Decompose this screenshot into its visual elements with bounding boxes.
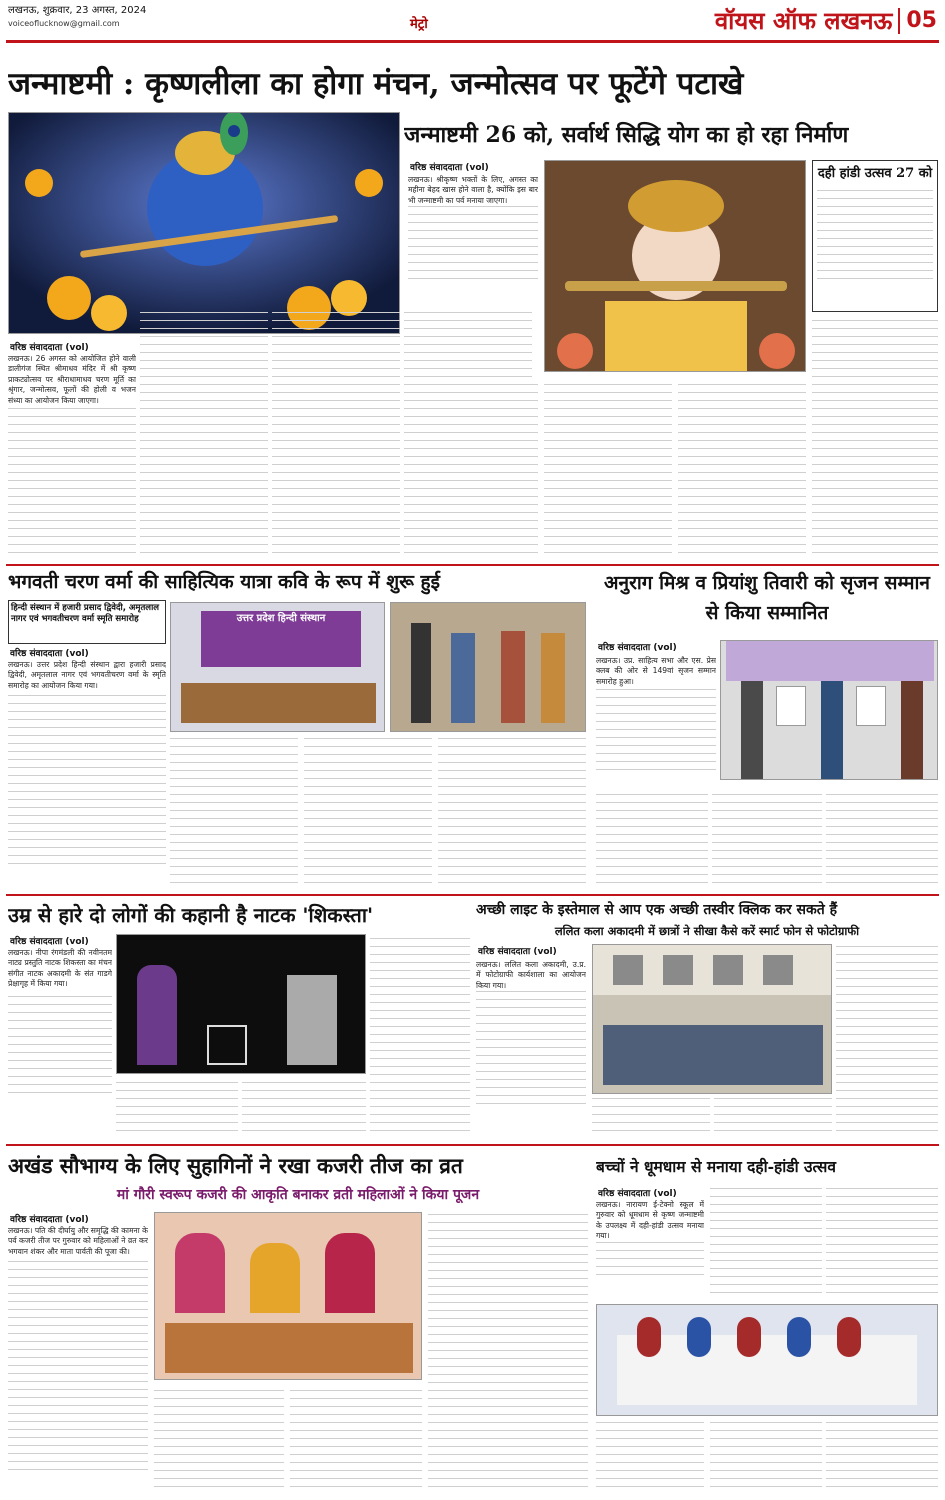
- story1-column-2: [140, 312, 268, 560]
- story1-body-text: [8, 408, 136, 559]
- story3-column-2: [170, 738, 298, 890]
- story6-headline: अच्छी लाइट के इस्तेमाल से आप एक अच्छी तस्वीर क्लिक कर सकते हैं: [476, 902, 838, 918]
- story1-krishna-photo: [8, 112, 400, 334]
- story2-column-1: [408, 175, 538, 305]
- story8-column-4: [596, 1420, 704, 1494]
- story5-lead: लखनऊ। नीपा रंगमंडली की नवीनतम नाट्य प्रस्तुति नाटक शिकस्ता का मंचन संगीत नाटक अकादमी के संत गाडगे प्रेक्षागृह में किया गया।: [8, 948, 112, 989]
- story1-column-3: [272, 312, 400, 560]
- story7-column-4: [290, 1386, 422, 1494]
- story5-column-3: [116, 1080, 238, 1138]
- story5-body-text: [8, 990, 112, 1100]
- story7-lead: लखनऊ। पति की दीर्घायु और समृद्धि की कामना के पर्व कजरी तीज पर गुरुवार को महिलाओं ने व्रत कर भगवान शंकर और माता पार्वती की पूजा की।: [8, 1226, 148, 1256]
- story8-column-2: [710, 1186, 822, 1300]
- masthead-rule: [6, 40, 939, 43]
- page-number: 05: [906, 8, 937, 33]
- story1-headline: जन्माष्टमी : कृष्णलीला का होगा मंचन, जन्मोत्सव पर फूटेंगे पटाखे: [8, 66, 744, 102]
- story4-column-4: [826, 790, 938, 890]
- story8-body-text: [596, 1242, 704, 1282]
- story7-column-3: [154, 1386, 284, 1494]
- story2-headline: जन्माष्टमी 26 को, सर्वार्थ सिद्धि योग का हो रहा निर्माण: [404, 122, 849, 148]
- sidebar-body-text: [817, 186, 933, 286]
- section-rule-2: [6, 894, 939, 896]
- story1-lead: लखनऊ। 26 अगस्त को आयोजित होने वाली डालीगंज स्थित श्रीमाधव मंदिर में श्री कृष्ण प्राकट्योत्सव पर श्रीराधामाधव चरण मूर्ति का श्रृंगार, जन्मोत्सव, फूलों की होली व भजन संध्या का आयोजन किया जाएगा।: [8, 354, 136, 405]
- sansthan-banner: उत्तर प्रदेश हिन्दी संस्थान: [201, 611, 361, 667]
- story2-column-3: [544, 380, 672, 560]
- brand-divider: [898, 8, 900, 34]
- story4-headline: अनुराग मिश्र व प्रियांशु तिवारी को सृजन सम्मान से किया सम्मानित: [604, 572, 930, 624]
- story7-byline: वरिष्ठ संवाददाता (vol): [10, 1215, 89, 1225]
- story8-column-6: [826, 1420, 938, 1494]
- story6-column-4: [714, 1098, 832, 1138]
- section-rule-3: [6, 1144, 939, 1146]
- story2-column-2: [408, 380, 538, 560]
- story3-byline: वरिष्ठ संवाददाता (vol): [10, 649, 89, 659]
- story8-column-5: [710, 1420, 822, 1494]
- section-name: मेट्रो: [410, 17, 428, 32]
- story5-stage-photo: [116, 934, 366, 1074]
- story2-idol-photo: [544, 160, 806, 372]
- story2-body-text: [408, 206, 538, 286]
- dais-table: [181, 683, 376, 723]
- story7-body-text: [8, 1257, 148, 1477]
- story6-subhead: ललित कला अकादमी में छात्रों ने सीखा कैसे करें स्मार्ट फोन से फोटोग्राफी: [554, 924, 860, 938]
- masthead-brand-block: [715, 4, 937, 37]
- story6-column-1: [476, 960, 586, 1138]
- story4-byline: वरिष्ठ संवाददाता (vol): [598, 643, 677, 653]
- story8-column-1: [596, 1200, 704, 1300]
- story7-column-2: [428, 1212, 588, 1494]
- story6-byline: वरिष्ठ संवाददाता (vol): [478, 947, 557, 957]
- story4-award-photo: [720, 640, 938, 780]
- story3-honour-photo: [390, 602, 586, 732]
- story4-body-text: [596, 687, 716, 777]
- story7-column-1: [8, 1226, 148, 1494]
- section-rule-1: [6, 564, 939, 566]
- story6-column-3: [592, 1098, 710, 1138]
- story7-headline: अखंड सौभाग्य के लिए सुहागिनों ने रखा कजरी तीज का व्रत: [8, 1153, 463, 1178]
- story5-column-2: [370, 934, 470, 1138]
- krishna-idol-icon: [545, 161, 806, 372]
- dateline: लखनऊ, शुक्रवार, 23 अगस्त, 2024: [8, 5, 147, 16]
- story3-stage-photo: [170, 602, 385, 732]
- story5-headline: उम्र से हारे दो लोगों की कहानी है नाटक 'शिकस्ता': [8, 903, 374, 927]
- story1-column-1: [8, 354, 136, 559]
- story4-column-2: [596, 790, 708, 890]
- story4-lead: लखनऊ। उप्र. साहित्य सभा और एस. प्रेस क्लब की ओर से 149वां सृजन सम्मान समारोह हुआ।: [596, 656, 716, 686]
- story2-lead: लखनऊ। श्रीकृष्ण भक्तों के लिए, अगस्त का महीना बेहद खास होने वाला है, क्योंकि इस बार भी जन्माष्टमी का पर्व मनाया जाएगा।: [408, 175, 538, 205]
- story8-headline: बच्चों ने धूमधाम से मनाया दही-हांडी उत्सव: [596, 1157, 837, 1176]
- story5-column-1: [8, 948, 112, 1138]
- email: voiceoflucknow@gmail.com: [8, 19, 120, 28]
- story3-boxed-subhead: हिन्दी संस्थान में हजारी प्रसाद द्विवेदी, अमृतलाल नागर एवं भगवतीचरण वर्मा स्मृति समारोह: [8, 600, 166, 644]
- story6-body-text: [476, 991, 586, 1111]
- story3-column-1: [8, 660, 166, 890]
- story3-lead: लखनऊ। उत्तर प्रदेश हिन्दी संस्थान द्वारा हजारी प्रसाद द्विवेदी, अमृतलाल नागर एवं भगवतीचरण वर्मा के स्मृति समारोह का आयोजन किया गया।: [8, 660, 166, 690]
- story2-column-4: [678, 380, 806, 560]
- story8-lead: लखनऊ। नारायण ई-टेक्नो स्कूल में गुरुवार को धूमधाम से कृष्ण जन्माष्टमी के उपलक्ष्य में दही-हांडी उत्सव मनाया गया।: [596, 1200, 704, 1241]
- brand-name: वॉयस ऑफ लखनऊ: [714, 6, 893, 35]
- story6-lead: लखनऊ। ललित कला अकादमी, उ.प्र. में फोटोग्राफी कार्यशाला का आयोजन किया गया।: [476, 960, 586, 990]
- sidebar-title: दही हांडी उत्सव 27 को: [817, 166, 933, 181]
- story6-workshop-photo: [592, 944, 832, 1094]
- story3-column-4: [438, 738, 586, 890]
- story3-headline: भगवती चरण वर्मा की साहित्यिक यात्रा कवि के रूप में शुरू हुई: [8, 571, 440, 593]
- krishna-illustration-icon: [9, 113, 400, 334]
- story3-body-text: [8, 691, 166, 871]
- story4-column-1: [596, 656, 716, 784]
- story6-column-2: [836, 944, 938, 1138]
- story4-column-3: [712, 790, 822, 890]
- story1-byline: वरिष्ठ संवाददाता (vol): [10, 343, 89, 353]
- story2-column-5: [812, 318, 938, 560]
- story8-students-photo: [596, 1304, 938, 1416]
- story7-teej-photo: [154, 1212, 422, 1380]
- story8-column-3: [826, 1186, 938, 1300]
- story7-subhead: मां गौरी स्वरूप कजरी की आकृति बनाकर व्रती महिलाओं ने किया पूजन: [116, 1187, 480, 1203]
- masthead-dateline-block: [8, 4, 146, 30]
- story3-column-3: [304, 738, 432, 890]
- story8-byline: वरिष्ठ संवाददाता (vol): [598, 1189, 677, 1199]
- story2-byline: वरिष्ठ संवाददाता (vol): [410, 163, 489, 173]
- story5-byline: वरिष्ठ संवाददाता (vol): [10, 937, 89, 947]
- dahi-handi-sidebar: [812, 160, 938, 312]
- story5-column-4: [242, 1080, 366, 1138]
